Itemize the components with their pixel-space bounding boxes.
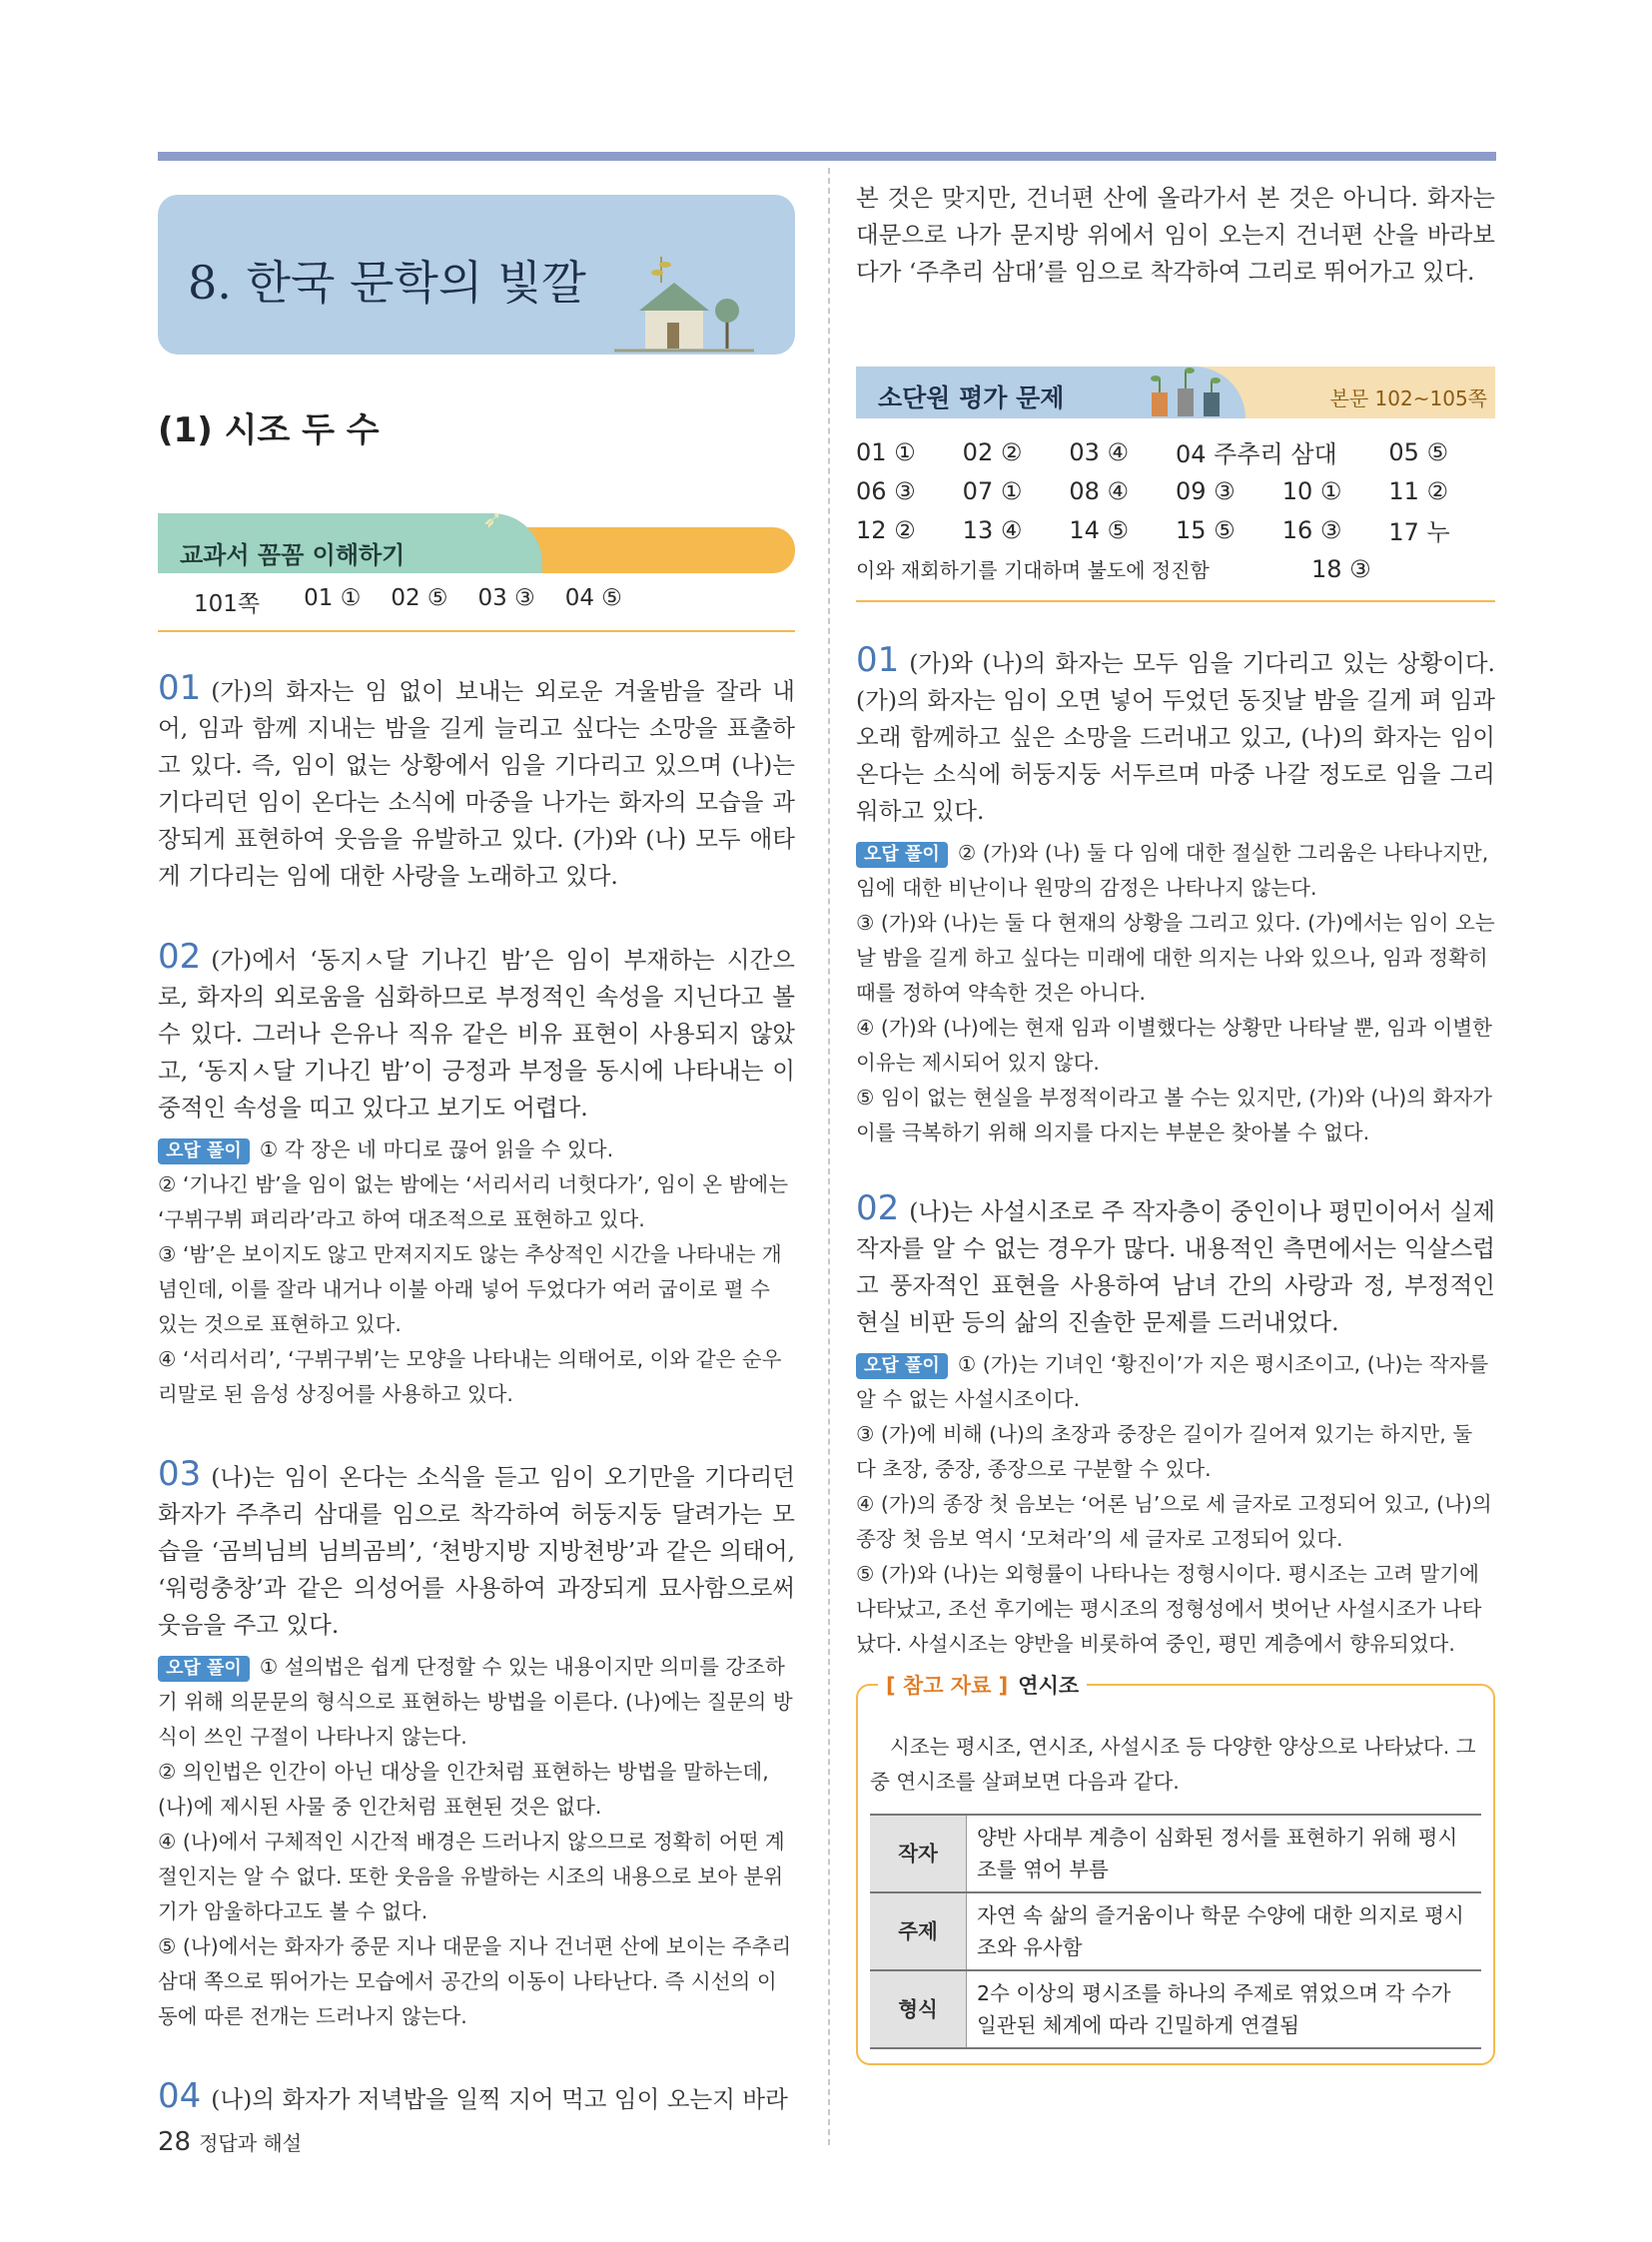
eval-pages: 본문 102~105쪽 [1329,386,1487,410]
note-line: ⑤ (나)에서는 화자가 중문 지나 대문을 지나 건너편 산에 보이는 주추리 삼대 쪽으로 뛰어가는 모습에서 공간의 이동이 나타난다. 즉 시선의 이동에 따른 전개는 드러나지 않는다. [158,1934,792,2028]
question-body: (나)의 화자가 저녁밥을 일찍 지어 먹고 임이 오는지 바라 [211,2085,788,2113]
footer-label: 정답과 해설 [199,2131,303,2155]
note-line: ① 각 장은 네 마디로 끊어 읽을 수 있다. [259,1137,614,1161]
question-number: 04 [158,2076,202,2116]
wrong-answer-badge: 오답 풀이 [856,842,948,868]
answer-item: 03 ④ [1069,437,1130,466]
reference-table [870,1814,1481,2049]
question-03 [158,1456,795,2034]
bird-icon: ➶ [482,505,503,533]
question-body: (가)와 (나)의 화자는 모두 임을 기다리고 있는 상황이다. (가)의 화자는 임이 오면 넣어 두었던 동짓날 밤을 길게 펴 임과 오래 함께하고 싶은 소망을 드러내고 있고, (나)의 화자는 임이 온다는 소식에 허둥지둥 서두르며 마중 나갈 정도로 임을 그리워하고 있다. [856,649,1495,825]
answer-row [856,549,1495,588]
left-column [158,195,795,2118]
textbook-answers [158,573,795,632]
answer-row [856,432,1495,471]
answer-item: 01 ① [856,437,916,466]
answer-item: 02 ⑤ [391,585,448,611]
question-number: 01 [158,668,202,708]
note-line: ① 설의법은 쉽게 단정할 수 있는 내용이지만 의미를 강조하기 위해 의문문의 형식으로 표현하는 방법을 이른다. (나)에는 질문의 방식이 쓰인 구절이 나타나지 않는다. [158,1655,793,1749]
reference-row [870,1815,1481,1892]
reference-row-text: 양반 사대부 계층이 심화된 정서를 표현하기 위해 평시조를 엮어 부름 [967,1815,1482,1892]
reference-row-head: 주제 [870,1892,967,1970]
question-04-continuation: 본 것은 맞지만, 건너편 산에 올라가서 본 것은 아니다. 화자는 대문으로 나가 문지방 위에서 임이 오는지 건너편 산을 바라보다가 ‘주추리 삼대’를 임으로 착각하여 그리로 뛰어가고 있다. [856,184,1495,286]
reference-tag: [ 참고 자료 ] [886,1674,1009,1698]
answer-item: 04 주추리 삼대 [1176,440,1337,468]
reference-row-head: 작자 [870,1815,967,1892]
eval-title: 소단원 평가 문제 [878,383,1065,412]
question-body: (가)에서 ‘동지ㅅ달 기나긴 밤’은 임이 부재하는 시간으로, 화자의 외로움을 심화하므로 부정적인 속성을 지닌다고 볼 수 있다. 그러나 은유나 직유 같은 비유 표현이 사용되지 않았고, ‘동지ㅅ달 기나긴 밤’이 긍정과 부정을 동시에 나타내는 이중적인 속성을 띠고 있다고 보기도 어렵다. [158,946,795,1121]
answer-item: 08 ④ [1069,476,1130,505]
question-number: 02 [158,937,202,977]
wrong-answer-badge: 오답 풀이 [158,1656,250,1682]
answer-item: 16 ③ [1281,515,1342,544]
note-line: ③ (가)에 비해 (나)의 초장과 중장은 길이가 길어져 있기는 하지만, 둘 다 초장, 중장, 종장으로 구분할 수 있다. [856,1422,1473,1481]
question-02-eval [856,1190,1495,1662]
answer-item: 07 ① [962,476,1023,505]
reference-heading: 연시조 [1018,1674,1080,1698]
textbook-page: 101쪽 [194,591,261,617]
question-body: (나)는 임이 온다는 소식을 듣고 임이 오기만을 기다리던 화자가 주추리 삼대를 임으로 착각하여 허둥지둥 달려가는 모습을 ‘곰븨님븨 님븨곰븨’, ‘쳔방지방 지방쳔방’과 같은 의태어, ‘워렁충창’과 같은 의성어를 사용하여 과장되게 묘사함으로써 웃음을 주고 있다. [158,1463,795,1639]
eval-banner [856,353,1495,422]
answer-item: 03 ③ [477,585,535,611]
right-column [856,180,1495,2065]
answer-item: 12 ② [856,515,916,544]
note-line: ③ (가)와 (나)는 둘 다 현재의 상황을 그리고 있다. (가)에서는 임이 오는 날 밤을 길게 하고 싶다는 미래에 대한 의지는 나와 있으나, 임과 정확히 때를 정하여 약속한 것은 아니다. [856,911,1495,1005]
reference-row-text: 2수 이상의 평시조를 하나의 주제로 엮었으며 각 수가 일관된 체계에 따라 긴밀하게 연결됨 [967,1970,1482,2048]
question-body: (가)의 화자는 임 없이 보내는 외로운 겨울밤을 잘라 내어, 임과 함께 지내는 밤을 길게 늘리고 싶다는 소망을 표출하고 있다. 즉, 임이 없는 상황에서 임을 기다리고 있으며 (나)는 기다리던 임이 온다는 소식에 마중을 나가는 화자의 모습을 과장되게 표현하여 웃음을 유발하고 있다. (가)와 (나) 모두 애타게 기다리는 임에 대한 사랑을 노래하고 있다. [158,677,795,890]
wrong-answer-notes [856,1347,1495,1662]
answer-item: 14 ⑤ [1069,515,1130,544]
reference-box [856,1674,1495,2065]
column-divider [828,168,830,2145]
note-line: ⑤ 임이 없는 현실을 부정적이라고 볼 수는 있지만, (가)와 (나)의 화자가 이를 극복하기 위해 의지를 다지는 부분은 찾아볼 수 없다. [856,1086,1492,1144]
answer-item: 02 ② [962,437,1023,466]
answer-item: 17 누 [1388,518,1450,546]
question-01 [158,670,795,895]
answer-item: 11 ② [1388,476,1449,505]
note-line: ④ (가)의 종장 첫 음보는 ‘어론 님’으로 세 글자로 고정되어 있고, (나)의 종장 첫 음보 역시 ‘모쳐라’의 세 글자로 고정되어 있다. [856,1492,1492,1551]
note-line: ③ ‘밤’은 보이지도 않고 만져지지도 않는 추상적인 시간을 나타내는 개념인데, 이를 잘라 내거나 이불 아래 넣어 두었다가 여러 굽이로 펼 수 있는 것으로 표현하고 있다. [158,1242,782,1336]
note-line: ① (가)는 기녀인 ‘황진이’가 지은 평시조이고, (나)는 작자를 알 수 없는 사설시조이다. [856,1352,1489,1411]
reference-row-head: 형식 [870,1970,967,2048]
answer-item: 15 ⑤ [1176,515,1236,544]
answer-note: 이와 재회하기를 기대하며 불도에 정진함 [856,558,1210,582]
wrong-answer-notes [158,1650,795,2034]
reference-title [878,1670,1087,1700]
note-line: ② ‘기나긴 밤’을 임이 없는 밤에는 ‘서리서리 너헛다가’, 임이 온 밤에는 ‘구뷔구뷔 펴리라’라고 하여 대조적으로 표현하고 있다. [158,1172,788,1231]
wrong-answer-notes [158,1132,795,1412]
question-01-eval [856,642,1495,1150]
note-line: ② 의인법은 인간이 아닌 대상을 인간처럼 표현하는 방법을 말하는데, (나)에 제시된 사물 중 인간처럼 표현된 것은 없다. [158,1760,769,1819]
answer-item: 04 ⑤ [564,585,622,611]
textbook-banner-label: 교과서 꼼꼼 이해하기 [180,541,406,569]
chapter-banner [158,195,795,355]
wrong-answer-notes [856,836,1495,1150]
section-title: (1) 시조 두 수 [158,410,380,450]
wrong-answer-badge: 오답 풀이 [158,1138,250,1164]
note-line: ④ ‘서리서리’, ‘구뷔구뷔’는 모양을 나타내는 의태어로, 이와 같은 순우리말로 된 음성 상징어를 사용하고 있다. [158,1347,782,1406]
answer-item: 09 ③ [1176,476,1236,505]
plant-pots-icon [1142,353,1232,418]
reference-row-text: 자연 속 삶의 즐거움이나 학문 수양에 대한 의지로 평시조와 유사함 [967,1892,1482,1970]
question-02 [158,939,795,1412]
top-rule [158,152,1496,161]
house-illustration [609,257,759,353]
answer-row [856,510,1495,549]
wrong-answer-badge: 오답 풀이 [856,1353,948,1379]
question-number: 02 [856,1188,900,1228]
chapter-title: 8. 한국 문학의 빛깔 [188,256,586,310]
question-body: (나)는 사설시조로 주 작자층이 중인이나 평민이어서 실제 작자를 알 수 없는 경우가 많다. 내용적인 측면에서는 익살스럽고 풍자적인 표현을 사용하여 남녀 간의 사랑과 정, 부정적인 현실 비판 등의 삶의 진솔한 문제를 드러내었다. [856,1197,1495,1336]
reference-row [870,1970,1481,2048]
eval-answers [856,422,1495,602]
answer-item: 10 ① [1281,476,1342,505]
question-number: 01 [856,640,900,680]
answer-item: 06 ③ [856,476,916,505]
answer-item: 05 ⑤ [1388,437,1449,466]
answer-item: 13 ④ [962,515,1023,544]
answer-item: 18 ③ [1311,554,1371,583]
question-04 [158,2078,795,2118]
answer-item: 01 ① [304,585,362,611]
note-line: ② (가)와 (나) 둘 다 임에 대한 절실한 그리움은 나타나지만, 임에 대한 비난이나 원망의 감정은 나타나지 않는다. [856,841,1489,900]
note-line: ⑤ (가)와 (나)는 외형률이 나타나는 정형시이다. 평시조는 고려 말기에 나타났고, 조선 후기에는 평시조의 정형성에서 벗어난 사설시조가 나타났다. 사설시조는 양반을 비롯하여 중인, 평민 계층에서 향유되었다. [856,1562,1482,1656]
note-line: ④ (나)에서 구체적인 시간적 배경은 드러나지 않으므로 정확히 어떤 계절인지는 알 수 없다. 또한 웃음을 유발하는 시조의 내용으로 보아 분위기가 암울하다고도 볼 수 없다. [158,1830,785,1923]
reference-row [870,1892,1481,1970]
reference-intro: 시조는 평시조, 연시조, 사설시조 등 다양한 양상으로 나타났다. 그중 연시조를 살펴보면 다음과 같다. [870,1735,1476,1794]
question-number: 03 [158,1454,202,1494]
note-line: ④ (가)와 (나)에는 현재 임과 이별했다는 상황만 나타날 뿐, 임과 이별한 이유는 제시되어 있지 않다. [856,1016,1492,1075]
answer-row [856,471,1495,510]
textbook-banner [158,505,795,573]
page-number: 28 [158,2127,192,2157]
page-footer [158,2127,302,2157]
